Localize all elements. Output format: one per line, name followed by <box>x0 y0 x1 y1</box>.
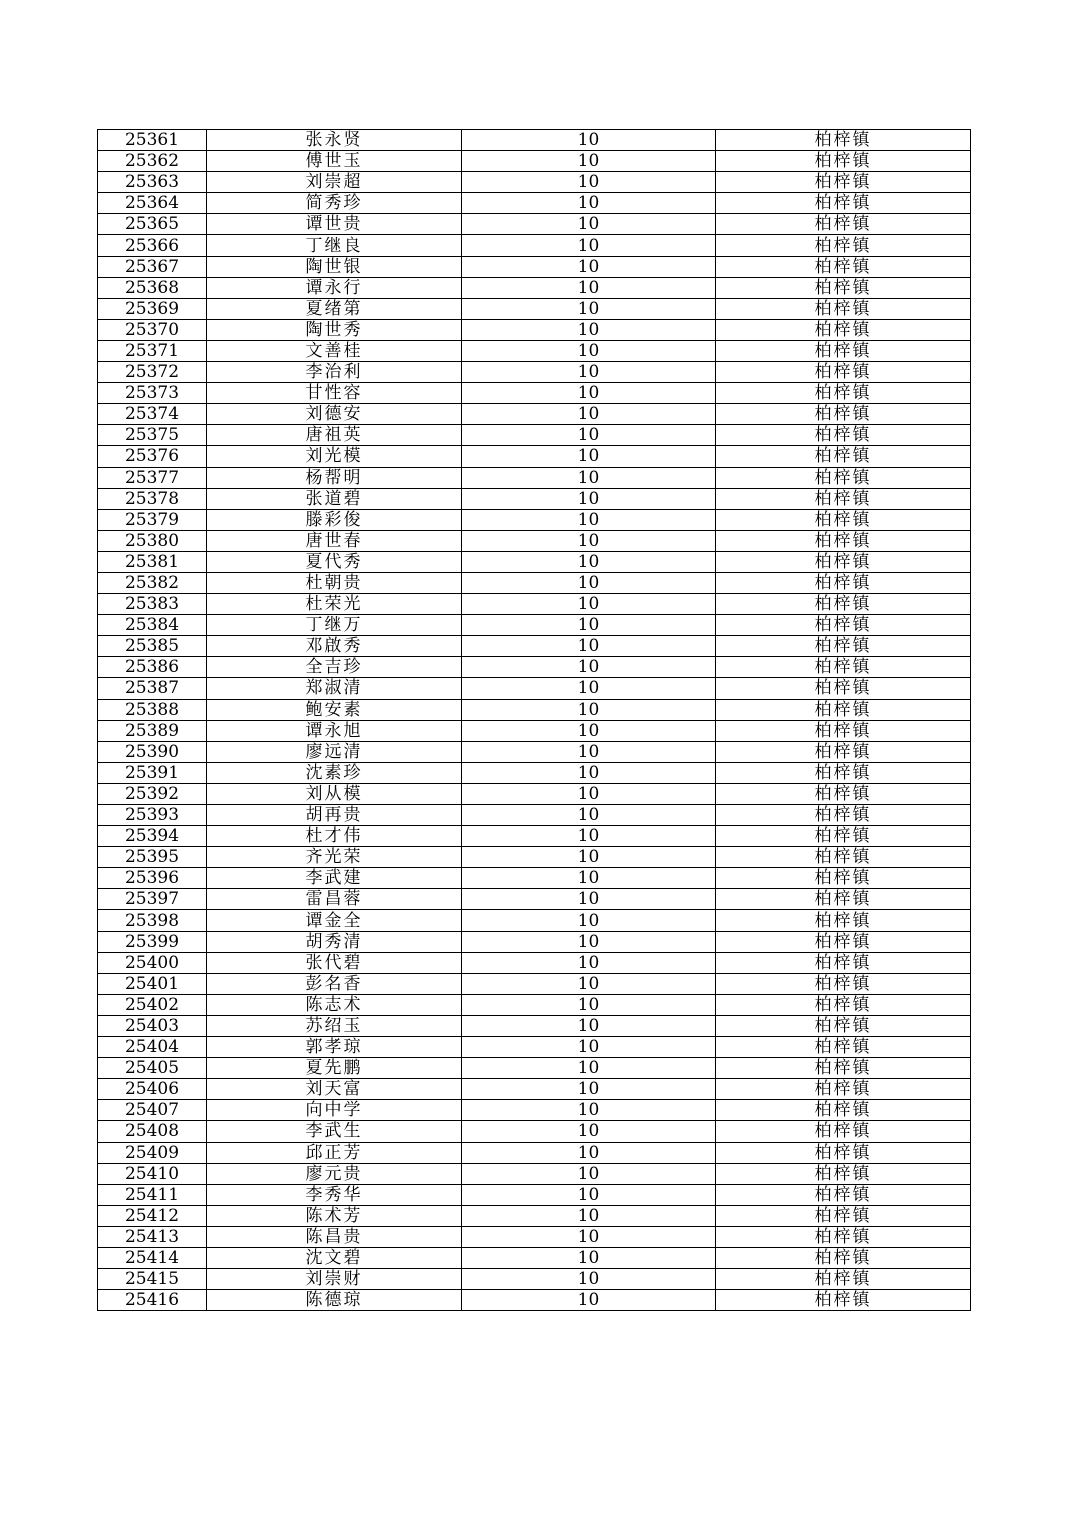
record-id-cell: 25365 <box>98 214 207 235</box>
person-name-cell: 谭永旭 <box>207 720 462 741</box>
record-id-cell: 25413 <box>98 1226 207 1247</box>
town-cell: 柏梓镇 <box>716 340 971 361</box>
town-cell: 柏梓镇 <box>716 741 971 762</box>
person-name-cell: 夏先鹏 <box>207 1058 462 1079</box>
table-row <box>98 509 971 530</box>
amount-cell: 10 <box>462 383 716 404</box>
amount-cell: 10 <box>462 551 716 572</box>
town-cell: 柏梓镇 <box>716 130 971 151</box>
amount-cell: 10 <box>462 362 716 383</box>
table-row <box>98 847 971 868</box>
person-name-cell: 刘光模 <box>207 446 462 467</box>
table-row <box>98 594 971 615</box>
record-id-cell: 25397 <box>98 889 207 910</box>
town-cell: 柏梓镇 <box>716 446 971 467</box>
table-row <box>98 1015 971 1036</box>
amount-cell: 10 <box>462 1184 716 1205</box>
table-row <box>98 1058 971 1079</box>
record-id-cell: 25405 <box>98 1058 207 1079</box>
record-id-cell: 25408 <box>98 1121 207 1142</box>
table-row <box>98 931 971 952</box>
amount-cell: 10 <box>462 910 716 931</box>
town-cell: 柏梓镇 <box>716 425 971 446</box>
amount-cell: 10 <box>462 319 716 340</box>
amount-cell: 10 <box>462 446 716 467</box>
table-row <box>98 657 971 678</box>
town-cell: 柏梓镇 <box>716 1226 971 1247</box>
table-row <box>98 826 971 847</box>
amount-cell: 10 <box>462 973 716 994</box>
amount-cell: 10 <box>462 298 716 319</box>
town-cell: 柏梓镇 <box>716 1121 971 1142</box>
amount-cell: 10 <box>462 425 716 446</box>
person-name-cell: 唐祖英 <box>207 425 462 446</box>
amount-cell: 10 <box>462 193 716 214</box>
record-id-cell: 25416 <box>98 1290 207 1311</box>
person-name-cell: 刘崇财 <box>207 1269 462 1290</box>
person-name-cell: 廖远清 <box>207 741 462 762</box>
table-row <box>98 193 971 214</box>
table-row <box>98 1184 971 1205</box>
person-name-cell: 邱正芳 <box>207 1142 462 1163</box>
town-cell: 柏梓镇 <box>716 530 971 551</box>
amount-cell: 10 <box>462 762 716 783</box>
town-cell: 柏梓镇 <box>716 615 971 636</box>
person-name-cell: 张道碧 <box>207 488 462 509</box>
amount-cell: 10 <box>462 235 716 256</box>
person-name-cell: 廖元贵 <box>207 1163 462 1184</box>
person-name-cell: 齐光荣 <box>207 847 462 868</box>
town-cell: 柏梓镇 <box>716 404 971 425</box>
amount-cell: 10 <box>462 826 716 847</box>
record-id-cell: 25404 <box>98 1037 207 1058</box>
amount-cell: 10 <box>462 931 716 952</box>
record-id-cell: 25409 <box>98 1142 207 1163</box>
town-cell: 柏梓镇 <box>716 362 971 383</box>
table-row <box>98 1121 971 1142</box>
town-cell: 柏梓镇 <box>716 172 971 193</box>
table-row <box>98 910 971 931</box>
table-row <box>98 319 971 340</box>
record-id-cell: 25363 <box>98 172 207 193</box>
table-row <box>98 1037 971 1058</box>
amount-cell: 10 <box>462 678 716 699</box>
amount-cell: 10 <box>462 889 716 910</box>
record-id-cell: 25392 <box>98 783 207 804</box>
table-row <box>98 277 971 298</box>
amount-cell: 10 <box>462 277 716 298</box>
town-cell: 柏梓镇 <box>716 699 971 720</box>
town-cell: 柏梓镇 <box>716 1247 971 1268</box>
town-cell: 柏梓镇 <box>716 1205 971 1226</box>
person-name-cell: 刘从模 <box>207 783 462 804</box>
town-cell: 柏梓镇 <box>716 847 971 868</box>
town-cell: 柏梓镇 <box>716 678 971 699</box>
town-cell: 柏梓镇 <box>716 277 971 298</box>
record-id-cell: 25371 <box>98 340 207 361</box>
record-id-cell: 25399 <box>98 931 207 952</box>
table-row <box>98 1100 971 1121</box>
town-cell: 柏梓镇 <box>716 1142 971 1163</box>
person-name-cell: 谭永行 <box>207 277 462 298</box>
record-id-cell: 25370 <box>98 319 207 340</box>
record-id-cell: 25367 <box>98 256 207 277</box>
person-name-cell: 唐世春 <box>207 530 462 551</box>
person-name-cell: 陈昌贵 <box>207 1226 462 1247</box>
amount-cell: 10 <box>462 720 716 741</box>
amount-cell: 10 <box>462 404 716 425</box>
table-row <box>98 235 971 256</box>
record-id-cell: 25394 <box>98 826 207 847</box>
person-name-cell: 张永贤 <box>207 130 462 151</box>
person-name-cell: 郭孝琼 <box>207 1037 462 1058</box>
amount-cell: 10 <box>462 783 716 804</box>
person-name-cell: 陶世秀 <box>207 319 462 340</box>
record-id-cell: 25396 <box>98 868 207 889</box>
record-id-cell: 25406 <box>98 1079 207 1100</box>
amount-cell: 10 <box>462 1100 716 1121</box>
table-row <box>98 383 971 404</box>
amount-cell: 10 <box>462 805 716 826</box>
table-row <box>98 298 971 319</box>
town-cell: 柏梓镇 <box>716 636 971 657</box>
amount-cell: 10 <box>462 214 716 235</box>
town-cell: 柏梓镇 <box>716 1037 971 1058</box>
table-row <box>98 362 971 383</box>
town-cell: 柏梓镇 <box>716 910 971 931</box>
table-row <box>98 404 971 425</box>
town-cell: 柏梓镇 <box>716 994 971 1015</box>
table-row <box>98 805 971 826</box>
town-cell: 柏梓镇 <box>716 256 971 277</box>
table-row <box>98 172 971 193</box>
record-id-cell: 25382 <box>98 572 207 593</box>
amount-cell: 10 <box>462 741 716 762</box>
town-cell: 柏梓镇 <box>716 551 971 572</box>
record-id-cell: 25387 <box>98 678 207 699</box>
record-id-cell: 25386 <box>98 657 207 678</box>
table-row <box>98 130 971 151</box>
town-cell: 柏梓镇 <box>716 931 971 952</box>
amount-cell: 10 <box>462 572 716 593</box>
person-name-cell: 杜荣光 <box>207 594 462 615</box>
town-cell: 柏梓镇 <box>716 657 971 678</box>
table-row <box>98 783 971 804</box>
amount-cell: 10 <box>462 509 716 530</box>
table-row <box>98 889 971 910</box>
person-name-cell: 杜才伟 <box>207 826 462 847</box>
town-cell: 柏梓镇 <box>716 1184 971 1205</box>
amount-cell: 10 <box>462 615 716 636</box>
record-id-cell: 25378 <box>98 488 207 509</box>
town-cell: 柏梓镇 <box>716 826 971 847</box>
table-row <box>98 340 971 361</box>
town-cell: 柏梓镇 <box>716 952 971 973</box>
table-row <box>98 551 971 572</box>
table-row <box>98 636 971 657</box>
table-row <box>98 425 971 446</box>
town-cell: 柏梓镇 <box>716 193 971 214</box>
town-cell: 柏梓镇 <box>716 509 971 530</box>
person-name-cell: 夏绪第 <box>207 298 462 319</box>
record-id-cell: 25364 <box>98 193 207 214</box>
amount-cell: 10 <box>462 530 716 551</box>
amount-cell: 10 <box>462 699 716 720</box>
amount-cell: 10 <box>462 657 716 678</box>
amount-cell: 10 <box>462 1058 716 1079</box>
person-name-cell: 夏代秀 <box>207 551 462 572</box>
town-cell: 柏梓镇 <box>716 1163 971 1184</box>
table-row <box>98 256 971 277</box>
record-id-cell: 25373 <box>98 383 207 404</box>
town-cell: 柏梓镇 <box>716 868 971 889</box>
record-id-cell: 25414 <box>98 1247 207 1268</box>
record-id-cell: 25390 <box>98 741 207 762</box>
person-name-cell: 陶世银 <box>207 256 462 277</box>
person-name-cell: 刘崇超 <box>207 172 462 193</box>
town-cell: 柏梓镇 <box>716 467 971 488</box>
person-name-cell: 李治利 <box>207 362 462 383</box>
table-row <box>98 741 971 762</box>
record-id-cell: 25385 <box>98 636 207 657</box>
town-cell: 柏梓镇 <box>716 889 971 910</box>
record-id-cell: 25381 <box>98 551 207 572</box>
town-cell: 柏梓镇 <box>716 1079 971 1100</box>
town-cell: 柏梓镇 <box>716 319 971 340</box>
table-row <box>98 762 971 783</box>
record-id-cell: 25398 <box>98 910 207 931</box>
amount-cell: 10 <box>462 340 716 361</box>
person-name-cell: 李秀华 <box>207 1184 462 1205</box>
person-name-cell: 沈素珍 <box>207 762 462 783</box>
town-cell: 柏梓镇 <box>716 151 971 172</box>
person-name-cell: 简秀珍 <box>207 193 462 214</box>
town-cell: 柏梓镇 <box>716 783 971 804</box>
record-id-cell: 25395 <box>98 847 207 868</box>
amount-cell: 10 <box>462 1142 716 1163</box>
amount-cell: 10 <box>462 130 716 151</box>
amount-cell: 10 <box>462 1079 716 1100</box>
amount-cell: 10 <box>462 467 716 488</box>
record-id-cell: 25389 <box>98 720 207 741</box>
record-id-cell: 25377 <box>98 467 207 488</box>
town-cell: 柏梓镇 <box>716 1269 971 1290</box>
person-name-cell: 滕彩俊 <box>207 509 462 530</box>
record-id-cell: 25415 <box>98 1269 207 1290</box>
town-cell: 柏梓镇 <box>716 594 971 615</box>
table-row <box>98 994 971 1015</box>
amount-cell: 10 <box>462 1226 716 1247</box>
person-name-cell: 苏绍玉 <box>207 1015 462 1036</box>
table-row <box>98 678 971 699</box>
table-row <box>98 1247 971 1268</box>
town-cell: 柏梓镇 <box>716 572 971 593</box>
record-id-cell: 25384 <box>98 615 207 636</box>
table-row <box>98 952 971 973</box>
record-id-cell: 25372 <box>98 362 207 383</box>
town-cell: 柏梓镇 <box>716 214 971 235</box>
table-row <box>98 1290 971 1311</box>
record-id-cell: 25379 <box>98 509 207 530</box>
town-cell: 柏梓镇 <box>716 720 971 741</box>
table-row <box>98 1205 971 1226</box>
amount-cell: 10 <box>462 1037 716 1058</box>
person-name-cell: 甘性容 <box>207 383 462 404</box>
table-row <box>98 530 971 551</box>
record-id-cell: 25393 <box>98 805 207 826</box>
records-table <box>97 129 971 1311</box>
town-cell: 柏梓镇 <box>716 762 971 783</box>
table-row <box>98 1163 971 1184</box>
person-name-cell: 沈文碧 <box>207 1247 462 1268</box>
record-id-cell: 25366 <box>98 235 207 256</box>
amount-cell: 10 <box>462 1121 716 1142</box>
record-id-cell: 25403 <box>98 1015 207 1036</box>
amount-cell: 10 <box>462 151 716 172</box>
record-id-cell: 25361 <box>98 130 207 151</box>
amount-cell: 10 <box>462 1269 716 1290</box>
table-row <box>98 214 971 235</box>
amount-cell: 10 <box>462 594 716 615</box>
amount-cell: 10 <box>462 994 716 1015</box>
record-id-cell: 25402 <box>98 994 207 1015</box>
amount-cell: 10 <box>462 256 716 277</box>
amount-cell: 10 <box>462 847 716 868</box>
record-id-cell: 25410 <box>98 1163 207 1184</box>
town-cell: 柏梓镇 <box>716 973 971 994</box>
person-name-cell: 向中学 <box>207 1100 462 1121</box>
amount-cell: 10 <box>462 172 716 193</box>
person-name-cell: 杜朝贵 <box>207 572 462 593</box>
record-id-cell: 25400 <box>98 952 207 973</box>
record-id-cell: 25401 <box>98 973 207 994</box>
town-cell: 柏梓镇 <box>716 1100 971 1121</box>
person-name-cell: 丁继万 <box>207 615 462 636</box>
record-id-cell: 25369 <box>98 298 207 319</box>
table-row <box>98 488 971 509</box>
table-row <box>98 1226 971 1247</box>
record-id-cell: 25376 <box>98 446 207 467</box>
record-id-cell: 25388 <box>98 699 207 720</box>
person-name-cell: 李武建 <box>207 868 462 889</box>
town-cell: 柏梓镇 <box>716 383 971 404</box>
person-name-cell: 傅世玉 <box>207 151 462 172</box>
person-name-cell: 彭名香 <box>207 973 462 994</box>
records-table-body <box>98 130 971 1311</box>
record-id-cell: 25374 <box>98 404 207 425</box>
table-row <box>98 572 971 593</box>
record-id-cell: 25391 <box>98 762 207 783</box>
person-name-cell: 陈志术 <box>207 994 462 1015</box>
person-name-cell: 丁继良 <box>207 235 462 256</box>
amount-cell: 10 <box>462 1290 716 1311</box>
town-cell: 柏梓镇 <box>716 1290 971 1311</box>
table-row <box>98 615 971 636</box>
person-name-cell: 郑淑清 <box>207 678 462 699</box>
table-row <box>98 1079 971 1100</box>
person-name-cell: 胡再贵 <box>207 805 462 826</box>
table-row <box>98 151 971 172</box>
person-name-cell: 胡秀清 <box>207 931 462 952</box>
person-name-cell: 谭金全 <box>207 910 462 931</box>
record-id-cell: 25362 <box>98 151 207 172</box>
record-id-cell: 25412 <box>98 1205 207 1226</box>
amount-cell: 10 <box>462 1247 716 1268</box>
table-row <box>98 720 971 741</box>
record-id-cell: 25375 <box>98 425 207 446</box>
amount-cell: 10 <box>462 1163 716 1184</box>
record-id-cell: 25407 <box>98 1100 207 1121</box>
person-name-cell: 邓啟秀 <box>207 636 462 657</box>
table-row <box>98 699 971 720</box>
person-name-cell: 李武生 <box>207 1121 462 1142</box>
person-name-cell: 全吉珍 <box>207 657 462 678</box>
amount-cell: 10 <box>462 1015 716 1036</box>
person-name-cell: 文善桂 <box>207 340 462 361</box>
person-name-cell: 雷昌蓉 <box>207 889 462 910</box>
amount-cell: 10 <box>462 868 716 889</box>
person-name-cell: 刘德安 <box>207 404 462 425</box>
person-name-cell: 陈德琼 <box>207 1290 462 1311</box>
town-cell: 柏梓镇 <box>716 298 971 319</box>
person-name-cell: 鲍安素 <box>207 699 462 720</box>
amount-cell: 10 <box>462 488 716 509</box>
amount-cell: 10 <box>462 952 716 973</box>
person-name-cell: 陈术芳 <box>207 1205 462 1226</box>
table-row <box>98 1142 971 1163</box>
amount-cell: 10 <box>462 636 716 657</box>
table-row <box>98 868 971 889</box>
record-id-cell: 25380 <box>98 530 207 551</box>
table-row <box>98 973 971 994</box>
person-name-cell: 杨帮明 <box>207 467 462 488</box>
person-name-cell: 刘天富 <box>207 1079 462 1100</box>
person-name-cell: 谭世贵 <box>207 214 462 235</box>
person-name-cell: 张代碧 <box>207 952 462 973</box>
town-cell: 柏梓镇 <box>716 1015 971 1036</box>
amount-cell: 10 <box>462 1205 716 1226</box>
town-cell: 柏梓镇 <box>716 1058 971 1079</box>
town-cell: 柏梓镇 <box>716 488 971 509</box>
table-row <box>98 446 971 467</box>
town-cell: 柏梓镇 <box>716 235 971 256</box>
town-cell: 柏梓镇 <box>716 805 971 826</box>
record-id-cell: 25368 <box>98 277 207 298</box>
record-id-cell: 25383 <box>98 594 207 615</box>
record-id-cell: 25411 <box>98 1184 207 1205</box>
table-row <box>98 1269 971 1290</box>
table-row <box>98 467 971 488</box>
